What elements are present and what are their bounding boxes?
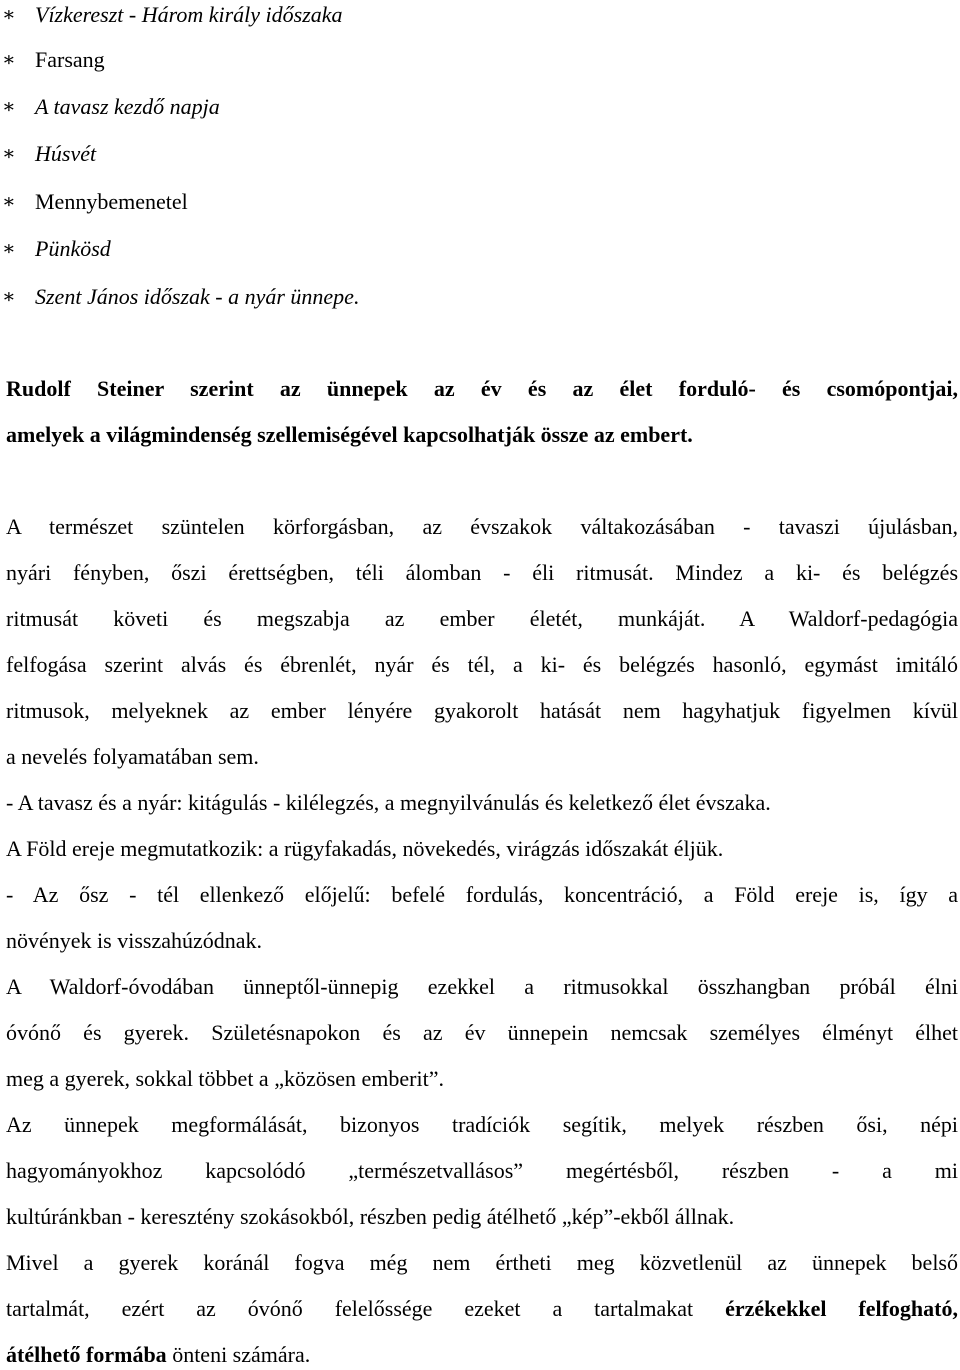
body-line-final: átélhető formába önteni számára. [6, 1342, 311, 1367]
asterisk-bullet-icon: ∗ [2, 286, 16, 308]
body-line: - A tavasz és a nyár: kitágulás - kilélegzés, a megnyilvánulás és keletkező élet évszaka. [6, 790, 771, 815]
body-line: A Waldorf-óvodában ünneptől-ünnepig ezekkel a ritmusokkal összhangban próbál élni [6, 974, 958, 999]
body-line: nyári fényben, őszi érettségben, téli álomban - éli ritmusát. Mindez a ki- és belégzés [6, 560, 958, 585]
asterisk-bullet-icon: ∗ [2, 49, 16, 71]
body-line: hagyományokhoz kapcsolódó „természetvallásos” megértésből, részben - a mi [6, 1158, 958, 1183]
body-line: óvónő és gyerek. Születésnapokon és az év ünnepein nemcsak személyes élményt élhet [6, 1020, 958, 1045]
asterisk-bullet-icon: ∗ [2, 143, 16, 165]
body-line: A Föld ereje megmutatkozik: a rügyfakadás, növekedés, virágzás időszakát éljük. [6, 836, 724, 861]
body-line-final: tartalmát, ezért az óvónő felelőssége ezeket a tartalmakat érzékekkel felfogható, [6, 1296, 958, 1321]
asterisk-bullet-icon: ∗ [2, 191, 16, 213]
steiner-quote-line: amelyek a világmindenség szellemiségével kapcsolhatják össze az embert. [6, 422, 693, 447]
document-page: ∗ Vízkereszt - Három király időszaka ∗ Farsang ∗ A tavasz kezdő napja ∗ Húsvét ∗ Mennybemenetel ∗ Pünkösd ∗ Szent János időszak - a nyár ünnepe. Rudolf Steiner szerint az ünnepek az év és az élet forduló- és csomópontjai, amelyek a világmindenség szellemiségével kapcsolhatják össze az embert. A természet szüntelen körforgásban, az évszakok váltakozásában - tavaszi újulásban, nyári fényben, őszi érettségben, téli álomban - éli ritmusát. Mindez a ki- és belégzés ritmusát követi és megszabja az ember életét, munkáját. A Waldorf-pedagógia felfogása szerint alvás és ébrenlét, nyár és tél, a ki- és belégzés hasonló, egymást imitáló ritmusok, melyeknek az ember lényére gyakorolt hatását nem hagyhatjuk figyelmen kívül a nevelés folyamatában sem. - A tavasz és a nyár: kitágulás - kilélegzés, a megnyilvánulás és keletkező élet évszaka. A Föld ereje megmutatkozik: a rügyfakadás, növekedés, virágzás időszakát éljük. - Az ősz - tél ellenkező előjelű: befelé fordulás, koncentráció, a Föld ereje is, így a növények is visszahúzódnak. A Waldorf-óvodában ünneptől-ünnepig ezekkel a ritmusokkal összhangban próbál élni óvónő és gyerek. Születésnapokon és az év ünnepein nemcsak személyes élményt élhet meg a gyerek, sokkal többet a „közösen emberit”. Az ünnepek megformálását, bizonyos tradíciók segítik, melyek részben ősi, népi hagyományokhoz kapcsolódó „természetvallásos” megértésből, részben - a mi kultúránkban - keresztény szokásokból, részben pedig átélhető „kép”-ekből állnak. Mivel a gyerek koránál fogva még nem értheti meg közvetlenül az ünnepek belső tartalmát, ezért az óvónő felelőssége ezeket a tartalmakat érzékekkel felfogható, átélhető formába önteni számára. [0, 0, 960, 1364]
body-line: ritmusát követi és megszabja az ember életét, munkáját. A Waldorf-pedagógia [6, 606, 958, 631]
asterisk-bullet-icon: ∗ [2, 4, 16, 26]
body-line: felfogása szerint alvás és ébrenlét, nyár és tél, a ki- és belégzés hasonló, egymást imitáló [6, 652, 958, 677]
body-line: Az ünnepek megformálását, bizonyos tradíciók segítik, melyek részben ősi, népi [6, 1112, 958, 1137]
body-line: ritmusok, melyeknek az ember lényére gyakorolt hatását nem hagyhatjuk figyelmen kívül [6, 698, 958, 723]
emphasis-text: érzékekkel felfogható, [725, 1296, 958, 1321]
body-line: kultúránkban - keresztény szokásokból, részben pedig átélhető „kép”-ekből állnak. [6, 1204, 735, 1229]
body-line: A természet szüntelen körforgásban, az évszakok váltakozásában - tavaszi újulásban, [6, 514, 958, 539]
body-line: - Az ősz - tél ellenkező előjelű: befelé fordulás, koncentráció, a Föld ereje is, így a [6, 882, 958, 907]
asterisk-bullet-icon: ∗ [2, 96, 16, 118]
body-line: meg a gyerek, sokkal többet a „közösen emberit”. [6, 1066, 445, 1091]
asterisk-bullet-icon: ∗ [2, 238, 16, 260]
body-line: Mivel a gyerek koránál fogva még nem értheti meg közvetlenül az ünnepek belső [6, 1250, 958, 1275]
body-line: a nevelés folyamatában sem. [6, 744, 259, 769]
emphasis-text: átélhető formába [6, 1342, 167, 1367]
body-line: növények is visszahúzódnak. [6, 928, 262, 953]
steiner-quote-line: Rudolf Steiner szerint az ünnepek az év és az élet forduló- és csomópontjai, [6, 376, 958, 401]
